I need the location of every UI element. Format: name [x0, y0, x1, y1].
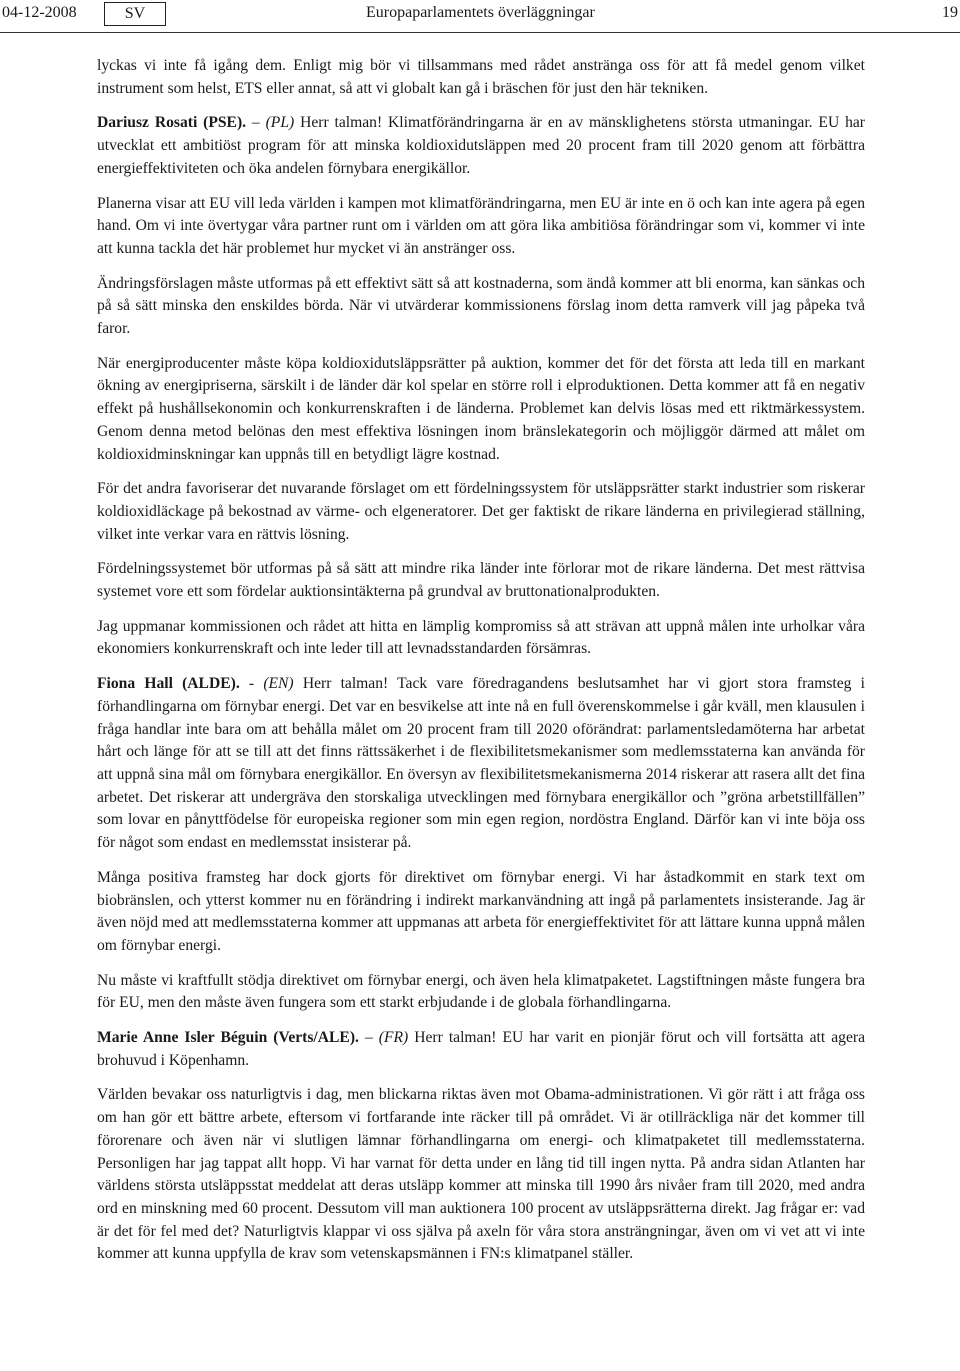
- speaker-name: Dariusz Rosati (PSE).: [97, 114, 247, 132]
- paragraph: [97, 867, 865, 958]
- speaker-separator: -: [239, 675, 264, 693]
- paragraph-text: Herr talman! EU har varit en pionjär förut och vill fortsätta att agera brohuvud i Köpenhamn.: [97, 1029, 866, 1069]
- language-code-box: SV: [104, 2, 166, 26]
- speaker-name: Fiona Hall (ALDE).: [97, 675, 240, 693]
- paragraph: [97, 273, 865, 341]
- page-number: 19: [942, 4, 958, 21]
- paragraph: [97, 673, 865, 855]
- paragraph-text: När energiproducenter måste köpa koldioxidutsläppsrätter på auktion, kommer det för det första att leda till en markant ökning av energipriserna, särskilt i de länder där kol spelar en större roll i elproduktionen. Detta kommer att få en negativ effekt på hushållsekonomin och konkurrenskraften i de länderna. Problemet kan delvis lösas med ett riktmärkessystem. Genom denna metod belönas den mest effektiva lösningen inom bränslekategorin och möjliggör därmed att målet om koldioxidminskningar kan uppnås till en betydligt lägre kostnad.: [97, 354, 865, 463]
- speaker-separator: –: [246, 114, 266, 132]
- paragraph-text: Många positiva framsteg har dock gjorts för direktivet om förnybar energi. Vi har åstadkommit en stark text om biobränslen, och ytterst kommer nu en förändring i indirekt markanvändning att ingå på parlamentets insisterande. Jag är även nöjd med att medlemsstaterna kommer att uppmanas att arbeta för energieffektivitet för att lättare kunna uppnå målen om förnybar energi.: [97, 868, 865, 954]
- paragraph-text: Ändringsförslagen måste utformas på ett effektivt sätt så att kostnaderna, som ändå kommer att bli enorma, kan sänkas och på så sätt minska den enskildes börda. När vi utvärderar kommissionens förslag inom detta ramverk vill jag påpeka två faror.: [97, 274, 865, 338]
- paragraph-text: För det andra favoriserar det nuvarande förslaget om ett fördelningssystem för utsläppsrätter starkt industrier som riskerar koldioxidläckage på bekostnad av värme- och elgeneratorer. Det ger faktiskt de rikare länderna en privilegierad ställning, vilket inte verkar vara en rättvis lösning.: [97, 480, 865, 543]
- speaker-name: Marie Anne Isler Béguin (Verts/ALE).: [97, 1029, 359, 1047]
- paragraph-text: Världen bevakar oss naturligtvis i dag, men blickarna riktas även mot Obama-administrationen. Vi gör rätt i att fråga oss om han gör ett bättre arbete, eftersom vi fortfarande inte räcker till på området. Vi är otillräckliga när det kommer till förorenare och även när vi slutligen lämnar förhandlingarna om energi- och klimatpaketet till medlemsstaterna. Personligen har jag tappat allt hopp. Vi har varnat för detta under en lång tid till ingen nytta. På andra sidan Atlanten har världens största utsläppsstat meddelat att deras utsläpp kommer att minska till 1990 års nivåer fram till 2020, med andra ord en minskning med 60 procent. Dessutom vill man auktionera 100 procent av utsläppsrätterna direkt. Jag frågar er: vad är det för fel med det? Naturligtvis klappar vi oss själva på axeln för våra stora ansträngningar, även om vi vet att vi inte kommer att kunna uppfylla de krav som vetenskapsmännen i FN:s klimatpanel ställer.: [97, 1086, 865, 1263]
- paragraph: [97, 1084, 865, 1266]
- language-tag: (FR): [378, 1029, 409, 1047]
- paragraph: [97, 193, 865, 261]
- paragraph-text: Fördelningssystemet bör utformas på så sätt att mindre rika länder inte förlorar mot de rikare länderna. Det mest rättvisa systemet vore ett som fördelar auktionsintäkterna på grundval av bruttonationalprodukten.: [97, 560, 865, 601]
- paragraph-text: lyckas vi inte få igång dem. Enligt mig bör vi tillsammans med rådet anstränga oss för att få medel genom vilket instrument som helst, ETS eller annat, så att vi globalt kan gå i bräschen för just den här tekniken.: [97, 57, 865, 97]
- speaker-separator: –: [358, 1029, 379, 1047]
- page-header: [0, 0, 960, 30]
- document-title: Europaparlamentets överläggningar: [366, 4, 595, 21]
- language-tag: (PL): [265, 114, 295, 132]
- header-date: 04-12-2008: [2, 4, 77, 21]
- debate-text: [97, 55, 865, 1278]
- paragraph-text: Herr talman! Klimatförändringarna är en av mänsklighetens största utmaningar. EU har utvecklat ett ambitiöst program för att minska koldioxidutsläppen med 20 procent fram till 2020 genom att förbättra energieffektiviteten och öka andelen förnybara energikällor.: [97, 114, 865, 177]
- paragraph: [97, 478, 865, 546]
- paragraph-text: Jag uppmanar kommissionen och rådet att hitta en lämplig kompromiss så att strävan att uppnå målen inte urholkar våra ekonomiers konkurrenskraft och inte leder till att levnadsstandarden försämras.: [97, 617, 865, 658]
- language-tag: (EN): [263, 675, 294, 693]
- paragraph: [97, 112, 865, 180]
- paragraph: [97, 616, 865, 661]
- paragraph: [97, 1027, 865, 1072]
- paragraph-text: Herr talman! Tack vare föredragandens beslutsamhet har vi gjort stora framsteg i förhandlingarna om förnybar energi. Det var en besvikelse att inte nå en full överenskommelse i går kväll, men klausulen i fråga handlar inte bara om att behålla målet om 20 procent fram till 2020 oförändrat: parlamentsledamöterna har arbetat hårt och länge för att se till att det finns rättssäkerhet i de flexibilitetsmekanismer som medlemsstaterna kan använda för att uppnå sina mål om förnybara energikällor. En översyn av flexibilitetsmekanismerna 2014 riskerar att rasera allt det fina arbetet. Det riskerar att undergräva den storskaliga utvecklingen med förnybara energikällor och ”gröna arbetstillfällen” som lovar en pånyttfödelse för europeiska regioner som min egen region, nordöstra England. Därför kan vi inte böja oss för något som endast en medlemsstat insisterar på.: [97, 675, 865, 852]
- paragraph-text: Nu måste vi kraftfullt stödja direktivet om förnybar energi, och även hela klimatpaketet. Lagstiftningen måste fungera bra för EU, men den måste även fungera som ett starkt erbjudande i de globala förhandlingarna.: [97, 971, 865, 1012]
- paragraph-text: Planerna visar att EU vill leda världen i kampen mot klimatförändringarna, men EU är inte en ö och kan inte agera på egen hand. Om vi inte övertygar våra partner runt om i världen om att göra lika ambitiösa förändringar som vi, kommer vi inte att kunna tackla det här problemet hur mycket vi än anstränger oss.: [97, 194, 865, 257]
- paragraph: [97, 55, 865, 100]
- header-divider: [0, 32, 960, 33]
- paragraph: [97, 558, 865, 603]
- paragraph: [97, 970, 865, 1015]
- paragraph: [97, 353, 865, 467]
